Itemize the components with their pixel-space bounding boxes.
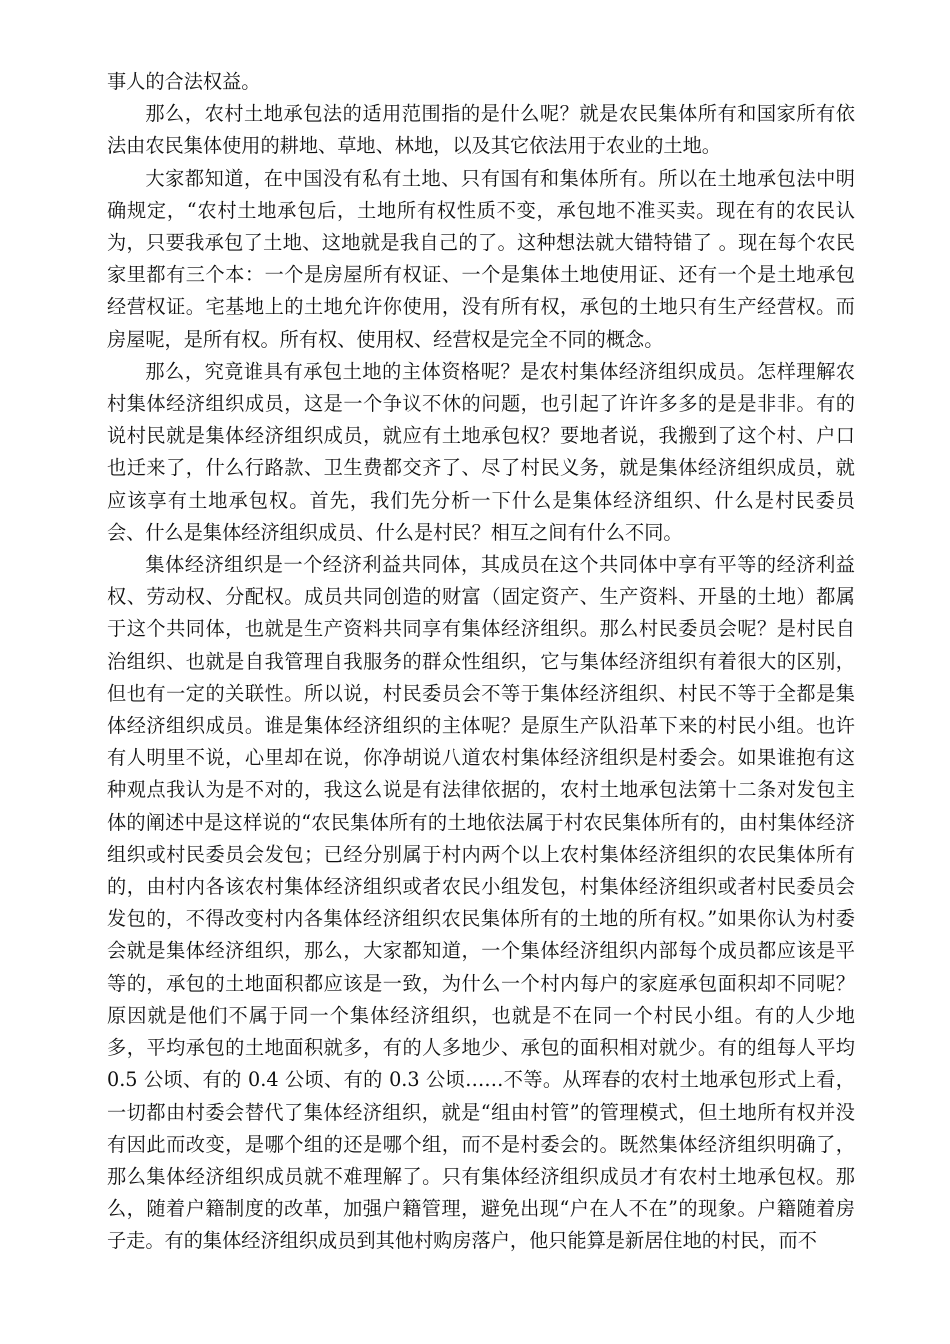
paragraph-collective-economy: 集体经济组织是一个经济利益共同体，其成员在这个共同体中享有平等的经济利益权、劳动权、分配权。成员共同创造的财富（固定资产、生产资料、开垦的土地）都属于这个共同体，也就是生产资料共同享有集体经济组织。那么村民委员会呢？是村民自治组织、也就是自我管理自我服务的群众性组织，它与集体经济组织有着很大的区别，但也有一定的关联性。所以说，村民委员会不等于集体经济组织、村民不等于全都是集体经济组织成员。谁是集体经济组织的主体呢？是原生产队沿革下来的村民小组。也许有人明里不说，心里却在说，你净胡说八道农村集体经济组织是村委会。如果谁抱有这种观点我认为是不对的，我这么说是有法律依据的，农村土地承包法第十二条对发包主体的阐述中是这样说的“农民集体所有的土地依法属于村农民集体所有的，由村集体经济组织或村民委员会发包；已经分别属于村内两个以上农村集体经济组织的农民集体所有的，由村内各该农村集体经济组织或者农民小组发包，村集体经济组织或者村民委员会发包的，不得改变村内各集体经济组织农民集体所有的土地的所有权。”如果你认为村委会就是集体经济组织，那么，大家都知道，一个集体经济组织内部每个成员都应该是平等的，承包的土地面积都应该是一致，为什么一个村内每户的家庭承包面积却不同呢？原因就是他们不属于同一个集体经济组织，也就是不在同一个村民小组。有的人少地多，平均承包的土地面积就多，有的人多地少、承包的面积相对就少。有的组每人平均 0.5 公顷、有的 0.4 公顷、有的 0.3 公顷……不等。从珲春的农村土地承包形式上看，一切都由村委会替代了集体经济组织，就是“组由村管”的管理模式，但土地所有权并没有因此而改变，是哪个组的还是哪个组，而不是村委会的。既然集体经济组织明确了，那么集体经济组织成员就不难理解了。只有集体经济组织成员才有农村土地承包权。那么，随着户籍制度的改革，加强户籍管理，避免出现“户在人不在”的现象。户籍随着房子走。有的集体经济组织成员到其他村购房落户，他只能算是新居住地的村民，而不 [107,553,855,1253]
paragraph-scope-of-law: 那么，农村土地承包法的适用范围指的是什么呢？就是农民集体所有和国家所有依法由农民集体使用的耕地、草地、林地，以及其它依法用于农业的土地。 [107,102,855,158]
paragraph-continuation: 事人的合法权益。 [107,70,261,93]
paragraph-contract-eligibility: 那么，究竟谁具有承包土地的主体资格呢？是农村集体经济组织成员。怎样理解农村集体经济组织成员，这是一个争议不休的问题，也引起了许许多多的是是非非。有的说村民就是集体经济组织成员，就应有土地承包权？要地者说，我搬到了这个村、户口也迁来了，什么行路款、卫生费都交齐了、尽了村民义务，就是集体经济组织成员，就应该享有土地承包权。首先，我们先分析一下什么是集体经济组织、什么是村民委员会、什么是集体经济组织成员、什么是村民？相互之间有什么不同。 [107,359,855,544]
document-page [107,66,855,1258]
paragraph-land-ownership: 大家都知道，在中国没有私有土地、只有国有和集体所有。所以在土地承包法中明确规定，“农村土地承包后，土地所有权性质不变，承包地不准买卖。现在有的农民认为，只要我承包了土地、这地就是我自己的了。这种想法就大错特错了 。现在每个农民家里都有三个本：一个是房屋所有权证、一个是集体土地使用证、还有一个是土地承包经营权证。宅基地上的土地允许你使用，没有所有权，承包的土地只有生产经营权。而房屋呢，是所有权。所有权、使用权、经营权是完全不同的概念。 [107,166,855,351]
